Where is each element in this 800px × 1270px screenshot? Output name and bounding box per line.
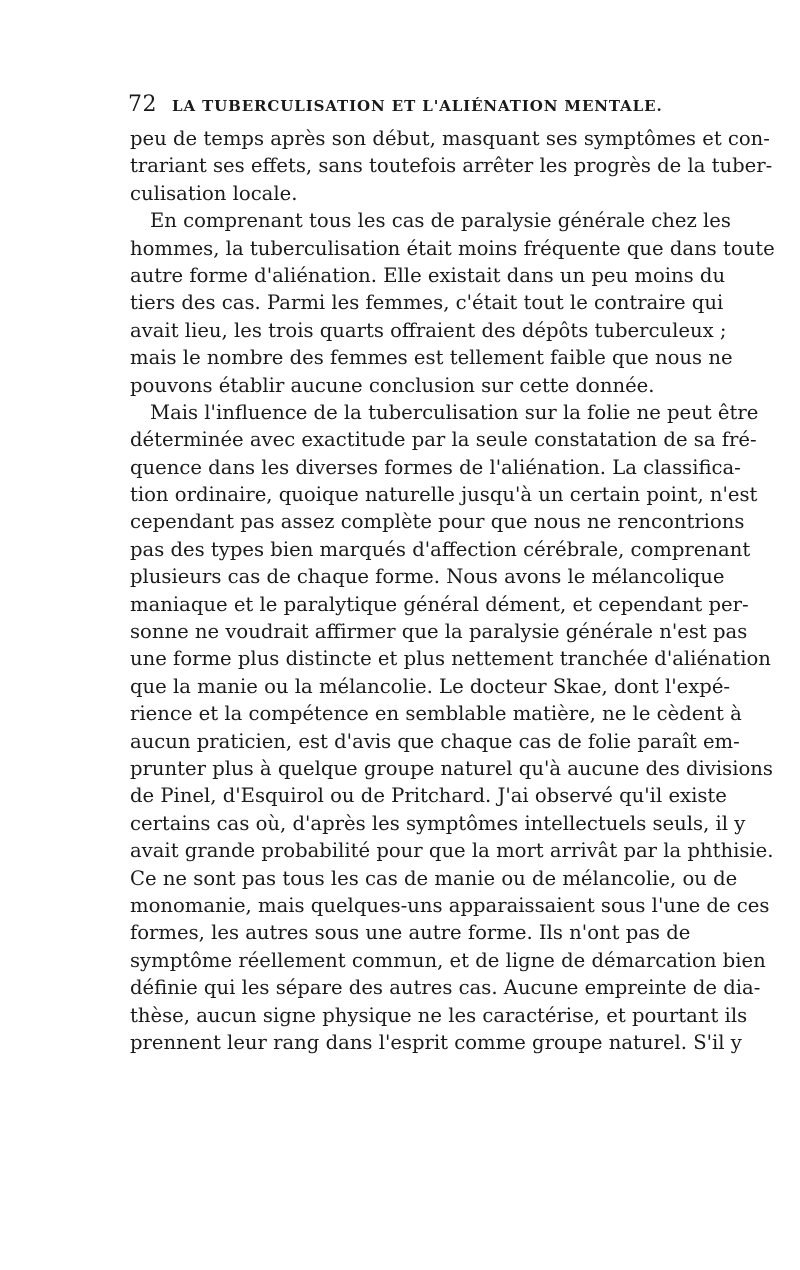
text-line: hommes, la tuberculisation était moins fréquente que dans toute <box>130 236 775 260</box>
text-line: tiers des cas. Parmi les femmes, c'était tout le contraire qui <box>130 291 724 315</box>
text-line: rience et la compétence en semblable matière, ne le cèdent à <box>130 702 742 726</box>
text-line: avait lieu, les trois quarts offraient des dépôts tuberculeux ; <box>130 318 727 342</box>
text-line: que la manie ou la mélancolie. Le docteur Skae, dont l'expé- <box>130 674 731 698</box>
text-line: plusieurs cas de chaque forme. Nous avons le mélancolique <box>130 565 725 589</box>
text-line: Ce ne sont pas tous les cas de manie ou de mélancolie, ou de <box>130 866 738 890</box>
running-head <box>128 90 673 122</box>
text-line: de Pinel, d'Esquirol ou de Pritchard. J'ai observé qu'il existe <box>130 784 727 808</box>
text-line: définie qui les sépare des autres cas. Aucune empreinte de dia- <box>130 976 761 1000</box>
text-line: certains cas où, d'après les symptômes intellectuels seuls, il y <box>130 811 746 835</box>
text-line: formes, les autres sous une autre forme. Ils n'ont pas de <box>130 921 691 945</box>
text-line: peu de temps après son début, masquant ses symptômes et con- <box>130 127 770 150</box>
text-line: pouvons établir aucune conclusion sur cette donnée. <box>130 373 655 397</box>
text-line: tion ordinaire, quoique naturelle jusqu'à un certain point, n'est <box>130 483 758 507</box>
body-text <box>130 125 775 1235</box>
text-line: maniaque et le paralytique général dément, et cependant per- <box>130 592 749 616</box>
text-line: pas des types bien marqués d'affection cérébrale, comprenant <box>130 537 751 561</box>
text-line: En comprenant tous les cas de paralysie générale chez les <box>150 209 731 233</box>
text-line: monomanie, mais quelques-uns apparaissaient sous l'une de ces <box>130 893 770 917</box>
text-line: symptôme réellement commun, et de ligne de démarcation bien <box>130 948 766 972</box>
text-line: prennent leur rang dans l'esprit comme groupe naturel. S'il y <box>130 1030 742 1054</box>
running-title: LA TUBERCULISATION ET L'ALIÉNATION MENTALE. <box>172 97 663 115</box>
text-line: cependant pas assez complète pour que nous ne rencontrions <box>130 510 745 534</box>
text-line: Mais l'influence de la tuberculisation sur la folie ne peut être <box>150 400 759 424</box>
text-line: sonne ne voudrait affirmer que la paralysie générale n'est pas <box>130 620 748 644</box>
text-line: déterminée avec exactitude par la seule constatation de sa fré- <box>130 428 757 452</box>
text-line: culisation locale. <box>130 181 298 205</box>
text-line: autre forme d'aliénation. Elle existait dans un peu moins du <box>130 263 726 287</box>
text-line: une forme plus distincte et plus nettement tranchée d'aliénation <box>130 647 771 671</box>
text-line: thèse, aucun signe physique ne les caractérise, et pourtant ils <box>130 1003 748 1027</box>
page-number: 72 <box>128 92 157 117</box>
text-line: mais le nombre des femmes est tellement faible que nous ne <box>130 346 733 370</box>
text-line: aucun praticien, est d'avis que chaque cas de folie paraît em- <box>130 729 740 753</box>
text-line: prunter plus à quelque groupe naturel qu'à aucune des divisions <box>130 756 773 780</box>
text-line: avait grande probabilité pour que la mort arrivât par la phthisie. <box>130 839 774 863</box>
text-line: trariant ses effets, sans toutefois arrêter les progrès de la tuber- <box>130 154 773 178</box>
text-line: quence dans les diverses formes de l'aliénation. La classifica- <box>130 455 741 479</box>
